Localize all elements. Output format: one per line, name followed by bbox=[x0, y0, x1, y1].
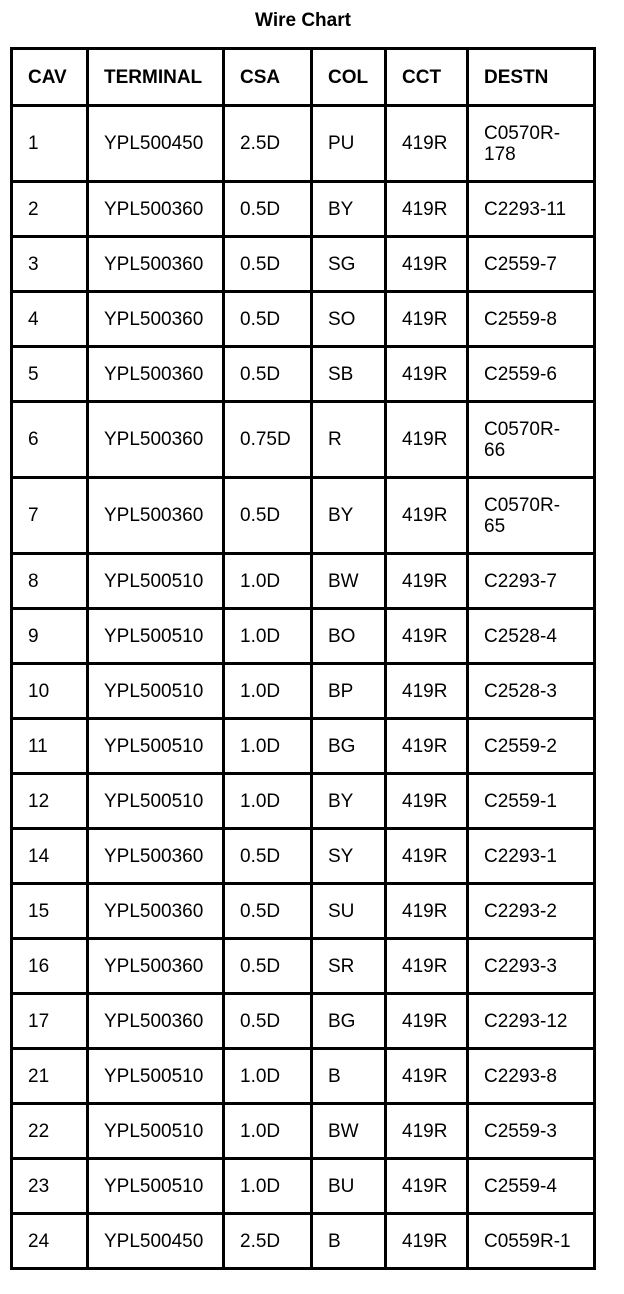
cell-cav: 16 bbox=[12, 939, 88, 994]
cell-terminal: YPL500510 bbox=[88, 719, 224, 774]
destn-line-1: C2559-6 bbox=[484, 363, 557, 385]
cell-terminal: YPL500510 bbox=[88, 1049, 224, 1104]
cell-terminal: YPL500360 bbox=[88, 478, 224, 554]
cell-terminal: YPL500360 bbox=[88, 884, 224, 939]
cell-col: BG bbox=[312, 994, 386, 1049]
cell-csa: 0.5D bbox=[224, 994, 312, 1049]
cell-destn bbox=[468, 664, 595, 719]
cell-terminal: YPL500510 bbox=[88, 774, 224, 829]
cell-cav: 15 bbox=[12, 884, 88, 939]
table-row bbox=[12, 884, 595, 939]
cell-csa: 0.5D bbox=[224, 884, 312, 939]
cell-col: BO bbox=[312, 609, 386, 664]
cell-col: SY bbox=[312, 829, 386, 884]
column-header-csa: CSA bbox=[224, 49, 312, 106]
cell-destn bbox=[468, 994, 595, 1049]
table-row bbox=[12, 994, 595, 1049]
page-title: Wire Chart bbox=[255, 10, 351, 31]
table-row bbox=[12, 719, 595, 774]
cell-col: BP bbox=[312, 664, 386, 719]
cell-cct: 419R bbox=[386, 292, 468, 347]
cell-cav: 9 bbox=[12, 609, 88, 664]
table-row bbox=[12, 347, 595, 402]
cell-cct: 419R bbox=[386, 719, 468, 774]
cell-col: SG bbox=[312, 237, 386, 292]
cell-col: BY bbox=[312, 774, 386, 829]
cell-cav: 22 bbox=[12, 1104, 88, 1159]
destn-line-1: C2293-8 bbox=[484, 1065, 557, 1087]
cell-csa: 1.0D bbox=[224, 609, 312, 664]
header-row bbox=[12, 49, 595, 106]
table-row bbox=[12, 939, 595, 994]
cell-col: BU bbox=[312, 1159, 386, 1214]
destn-line-1: C2293-1 bbox=[484, 845, 557, 867]
cell-cct: 419R bbox=[386, 1104, 468, 1159]
cell-csa: 0.5D bbox=[224, 478, 312, 554]
cell-col: BY bbox=[312, 478, 386, 554]
cell-csa: 2.5D bbox=[224, 1214, 312, 1269]
cell-csa: 1.0D bbox=[224, 1049, 312, 1104]
table-row bbox=[12, 237, 595, 292]
cell-csa: 0.75D bbox=[224, 402, 312, 478]
cell-cct: 419R bbox=[386, 478, 468, 554]
cell-csa: 1.0D bbox=[224, 1159, 312, 1214]
cell-destn bbox=[468, 719, 595, 774]
cell-csa: 0.5D bbox=[224, 347, 312, 402]
cell-cav: 17 bbox=[12, 994, 88, 1049]
cell-terminal: YPL500360 bbox=[88, 829, 224, 884]
cell-destn bbox=[468, 1104, 595, 1159]
destn-line-1: C2293-7 bbox=[484, 570, 557, 592]
cell-col: B bbox=[312, 1049, 386, 1104]
cell-cav: 6 bbox=[12, 402, 88, 478]
table-row bbox=[12, 402, 595, 478]
cell-csa: 2.5D bbox=[224, 106, 312, 182]
destn-line-1: C2559-3 bbox=[484, 1120, 557, 1142]
cell-destn bbox=[468, 182, 595, 237]
cell-cav: 1 bbox=[12, 106, 88, 182]
cell-destn bbox=[468, 1214, 595, 1269]
cell-cav: 3 bbox=[12, 237, 88, 292]
cell-destn bbox=[468, 106, 595, 182]
cell-col: SB bbox=[312, 347, 386, 402]
cell-col: SU bbox=[312, 884, 386, 939]
cell-col: BY bbox=[312, 182, 386, 237]
cell-col: R bbox=[312, 402, 386, 478]
column-header-cct: CCT bbox=[386, 49, 468, 106]
cell-cct: 419R bbox=[386, 402, 468, 478]
cell-destn bbox=[468, 829, 595, 884]
cell-col: B bbox=[312, 1214, 386, 1269]
cell-destn bbox=[468, 609, 595, 664]
cell-terminal: YPL500510 bbox=[88, 554, 224, 609]
cell-terminal: YPL500360 bbox=[88, 994, 224, 1049]
cell-terminal: YPL500360 bbox=[88, 402, 224, 478]
destn-line-1: C2528-4 bbox=[484, 625, 557, 647]
cell-csa: 0.5D bbox=[224, 182, 312, 237]
cell-cct: 419R bbox=[386, 182, 468, 237]
cell-cav: 23 bbox=[12, 1159, 88, 1214]
cell-cav: 2 bbox=[12, 182, 88, 237]
destn-line-2: 65 bbox=[484, 515, 506, 537]
cell-cav: 10 bbox=[12, 664, 88, 719]
destn-line-1: C2559-7 bbox=[484, 253, 557, 275]
cell-col: BG bbox=[312, 719, 386, 774]
cell-terminal: YPL500450 bbox=[88, 1214, 224, 1269]
table-row bbox=[12, 774, 595, 829]
cell-cav: 4 bbox=[12, 292, 88, 347]
cell-cct: 419R bbox=[386, 1159, 468, 1214]
cell-cct: 419R bbox=[386, 237, 468, 292]
cell-col: SO bbox=[312, 292, 386, 347]
destn-line-1: C2559-2 bbox=[484, 735, 557, 757]
destn-line-1: C0570R- bbox=[484, 122, 561, 144]
table-row bbox=[12, 106, 595, 182]
destn-line-1: C2293-2 bbox=[484, 900, 557, 922]
cell-csa: 1.0D bbox=[224, 719, 312, 774]
cell-destn bbox=[468, 347, 595, 402]
cell-col: SR bbox=[312, 939, 386, 994]
cell-col: BW bbox=[312, 554, 386, 609]
cell-terminal: YPL500510 bbox=[88, 664, 224, 719]
cell-cav: 7 bbox=[12, 478, 88, 554]
destn-line-1: C0570R- bbox=[484, 494, 561, 516]
cell-csa: 1.0D bbox=[224, 664, 312, 719]
cell-csa: 1.0D bbox=[224, 774, 312, 829]
cell-col: BW bbox=[312, 1104, 386, 1159]
table-row bbox=[12, 478, 595, 554]
table-row bbox=[12, 1159, 595, 1214]
cell-destn bbox=[468, 402, 595, 478]
cell-cct: 419R bbox=[386, 347, 468, 402]
table-row bbox=[12, 1049, 595, 1104]
cell-cct: 419R bbox=[386, 609, 468, 664]
cell-cav: 14 bbox=[12, 829, 88, 884]
cell-destn bbox=[468, 554, 595, 609]
cell-csa: 0.5D bbox=[224, 939, 312, 994]
destn-line-1: C0559R-1 bbox=[484, 1230, 571, 1252]
table-row bbox=[12, 664, 595, 719]
cell-cct: 419R bbox=[386, 106, 468, 182]
cell-cct: 419R bbox=[386, 664, 468, 719]
destn-line-1: C0570R- bbox=[484, 418, 561, 440]
column-header-terminal: TERMINAL bbox=[88, 49, 224, 106]
cell-destn bbox=[468, 939, 595, 994]
cell-cav: 21 bbox=[12, 1049, 88, 1104]
destn-line-2: 66 bbox=[484, 439, 506, 461]
destn-line-1: C2559-1 bbox=[484, 790, 557, 812]
column-header-destn: DESTN bbox=[468, 49, 595, 106]
cell-terminal: YPL500360 bbox=[88, 182, 224, 237]
cell-destn bbox=[468, 1159, 595, 1214]
cell-csa: 1.0D bbox=[224, 1104, 312, 1159]
cell-cct: 419R bbox=[386, 554, 468, 609]
destn-line-1: C2293-3 bbox=[484, 955, 557, 977]
cell-cct: 419R bbox=[386, 884, 468, 939]
cell-cav: 12 bbox=[12, 774, 88, 829]
cell-terminal: YPL500360 bbox=[88, 347, 224, 402]
cell-destn bbox=[468, 774, 595, 829]
cell-cav: 8 bbox=[12, 554, 88, 609]
cell-csa: 0.5D bbox=[224, 237, 312, 292]
destn-line-1: C2293-12 bbox=[484, 1010, 568, 1032]
table-row bbox=[12, 554, 595, 609]
cell-terminal: YPL500360 bbox=[88, 292, 224, 347]
destn-line-1: C2559-4 bbox=[484, 1175, 557, 1197]
table-row bbox=[12, 829, 595, 884]
cell-terminal: YPL500450 bbox=[88, 106, 224, 182]
cell-terminal: YPL500510 bbox=[88, 1159, 224, 1214]
cell-cct: 419R bbox=[386, 994, 468, 1049]
table-row bbox=[12, 1104, 595, 1159]
table-row bbox=[12, 182, 595, 237]
destn-line-2: 178 bbox=[484, 143, 516, 165]
table-row bbox=[12, 609, 595, 664]
destn-line-1: C2528-3 bbox=[484, 680, 557, 702]
cell-terminal: YPL500510 bbox=[88, 609, 224, 664]
cell-destn bbox=[468, 478, 595, 554]
table-row bbox=[12, 292, 595, 347]
cell-cct: 419R bbox=[386, 829, 468, 884]
wire-chart-table bbox=[10, 47, 596, 1270]
cell-cct: 419R bbox=[386, 939, 468, 994]
cell-destn bbox=[468, 884, 595, 939]
cell-cav: 5 bbox=[12, 347, 88, 402]
cell-destn bbox=[468, 1049, 595, 1104]
cell-destn bbox=[468, 237, 595, 292]
cell-destn bbox=[468, 292, 595, 347]
column-header-col: COL bbox=[312, 49, 386, 106]
cell-terminal: YPL500510 bbox=[88, 1104, 224, 1159]
cell-cav: 11 bbox=[12, 719, 88, 774]
cell-col: PU bbox=[312, 106, 386, 182]
destn-line-1: C2293-11 bbox=[484, 198, 567, 220]
cell-terminal: YPL500360 bbox=[88, 939, 224, 994]
cell-cct: 419R bbox=[386, 1214, 468, 1269]
cell-csa: 0.5D bbox=[224, 292, 312, 347]
cell-cct: 419R bbox=[386, 774, 468, 829]
table-row bbox=[12, 1214, 595, 1269]
cell-cct: 419R bbox=[386, 1049, 468, 1104]
cell-csa: 1.0D bbox=[224, 554, 312, 609]
cell-terminal: YPL500360 bbox=[88, 237, 224, 292]
cell-csa: 0.5D bbox=[224, 829, 312, 884]
cell-cav: 24 bbox=[12, 1214, 88, 1269]
destn-line-1: C2559-8 bbox=[484, 308, 557, 330]
column-header-cav: CAV bbox=[12, 49, 88, 106]
